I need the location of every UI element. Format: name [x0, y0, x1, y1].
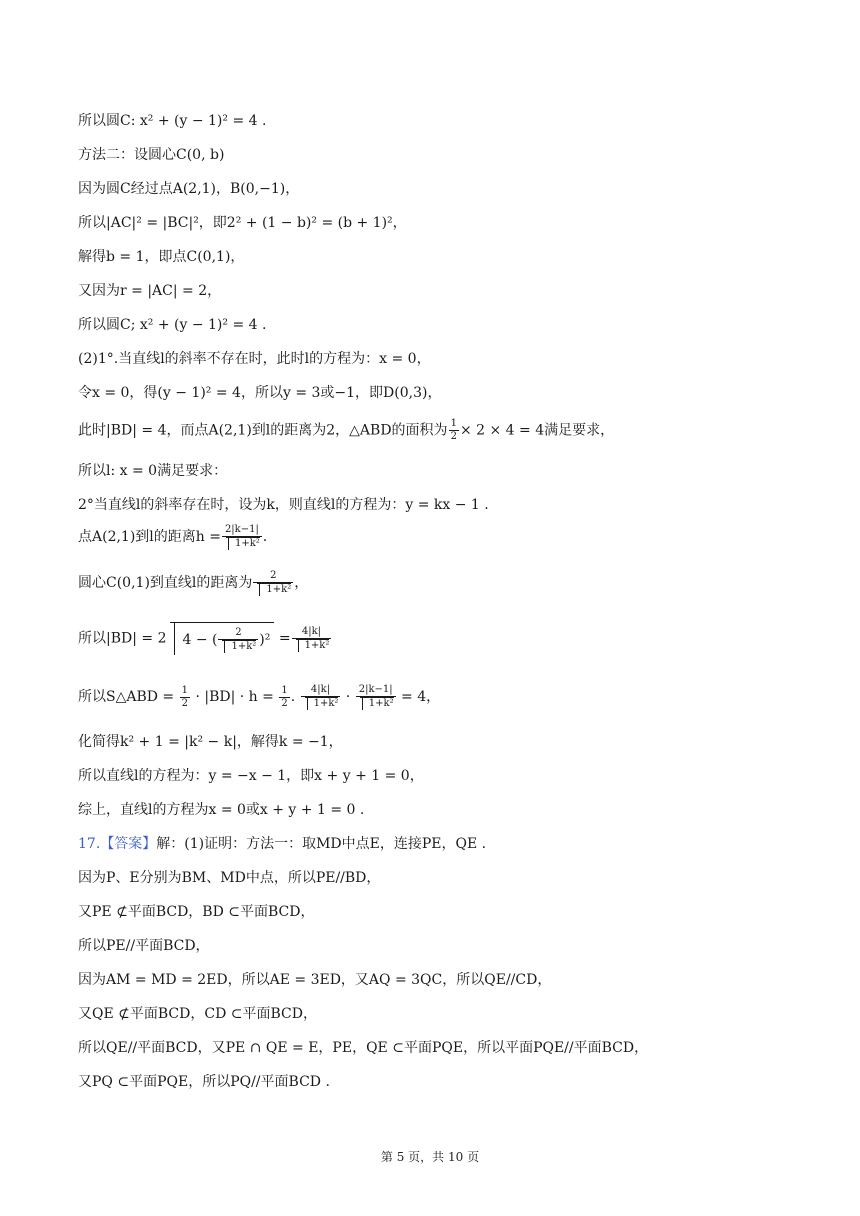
sqrt: 1+k² [222, 640, 256, 653]
text-segment: × 2 × 4 = 4满足要求， [459, 422, 615, 439]
fraction [222, 524, 262, 550]
fraction-denominator [301, 697, 341, 710]
text-segment: 解：(1)证明：方法一：取MD中点E，连接PE，QE . [156, 836, 487, 852]
fraction [449, 418, 459, 443]
fraction [180, 685, 190, 710]
fraction-numerator: 4|k| [292, 626, 332, 639]
text-line: 令x = 0，得(y − 1)² = 4，所以y = 3或−1，即D(0,3)， [78, 385, 442, 401]
text-line: 又PE ⊄平面BCD，BD ⊂平面BCD， [78, 904, 315, 920]
formula-line [78, 570, 308, 596]
text-line: 所以直线l的方程为：y = −x − 1，即x + y + 1 = 0， [78, 768, 424, 784]
text-segment: )² [259, 632, 271, 648]
fraction [253, 570, 293, 596]
fraction-numerator: 1 [450, 418, 457, 429]
text-line: (2)1°.当直线l的斜率不存在时，此时l的方程为：x = 0， [78, 351, 431, 367]
sqrt: 1+k² [226, 537, 260, 550]
formula-line [78, 622, 332, 655]
text-line: 所以QE//平面BCD，又PE ∩ QE = E，PE，QE ⊂平面PQE，所以平面PQE//平面BCD， [78, 1040, 649, 1056]
fraction [218, 627, 258, 653]
formula-line [78, 418, 614, 443]
fraction-denominator [218, 640, 258, 653]
text-segment: 所以S△ABD = [78, 689, 175, 705]
fraction-numerator: 2 [218, 627, 258, 640]
text-line: 因为P、E分别为BM、MD中点，所以PE//BD， [78, 870, 381, 886]
text-line: 因为圆C经过点A(2,1)，B(0,−1)， [78, 181, 300, 197]
period: . [262, 529, 268, 545]
text-line: 解得b = 1，即点C(0,1)， [78, 249, 245, 265]
text-segment: 点A(2,1)到l的距离h = [78, 529, 221, 545]
fraction-denominator [292, 639, 332, 652]
text-line: 所以PE//平面BCD， [78, 938, 210, 954]
text-line: 方法二：设圆心C(0, b) [78, 147, 225, 163]
fraction [292, 626, 332, 652]
fraction-denominator [253, 583, 293, 596]
fraction-numerator: 1 [181, 684, 188, 696]
text-line: 所以圆C; x² + (y − 1)² = 4 . [78, 317, 267, 333]
text-segment: 所以|BD| = 2 [78, 630, 167, 647]
fraction [279, 685, 289, 710]
fraction [356, 684, 396, 710]
fraction-numerator: 1 [281, 684, 288, 696]
page-footer: 第 5 页，共 10 页 [380, 1150, 480, 1164]
answer-label: 17.【答案】 [78, 836, 157, 852]
formula-line [78, 524, 267, 550]
text-line: 综上，直线l的方程为x = 0或x + y + 1 = 0 . [78, 802, 365, 818]
text-line: 2°当直线l的斜率存在时，设为k，则直线l的方程为：y = kx − 1 . [78, 497, 489, 513]
text-line: 又因为r = |AC| = 2， [78, 283, 222, 299]
text-segment: 此时|BD| = 4，而点A(2,1)到l的距离为2，△ABD的面积为 [78, 422, 448, 439]
fraction-numerator: 2|k−1| [356, 684, 396, 697]
text-line: 又QE ⊄平面BCD，CD ⊂平面BCD， [78, 1006, 317, 1022]
text-line: 所以|AC|² = |BC|²，即2² + (1 − b)² = (b + 1)²， [78, 215, 407, 231]
fraction-denominator [356, 697, 396, 710]
text-line: 又PQ ⊂平面PQE，所以PQ//平面BCD . [78, 1074, 330, 1090]
sqrt: 1+k² [257, 583, 291, 596]
fraction-numerator: 2 [253, 570, 293, 583]
text-segment: · |BD| · h = [195, 689, 274, 705]
fraction-numerator: 4|k| [301, 684, 341, 697]
text-line: 因为AM = MD = 2ED，所以AE = 3ED，又AQ = 3QC，所以QE//CD， [78, 972, 552, 988]
big-sqrt [170, 622, 274, 655]
fraction [301, 684, 341, 710]
answer-heading [78, 834, 486, 854]
fraction-denominator: 2 [281, 697, 288, 709]
fraction-denominator: 2 [181, 697, 188, 709]
text-line: 所以圆C: x² + (y − 1)² = 4 . [78, 113, 267, 129]
equals: = [278, 630, 291, 647]
fraction-denominator: 2 [450, 431, 457, 442]
sqrt: 1+k² [296, 639, 330, 652]
comma: ， [294, 575, 309, 591]
fraction-numerator: 2|k−1| [222, 524, 262, 537]
sqrt: 1+k² [305, 697, 339, 710]
fraction-denominator [222, 537, 262, 550]
sqrt: 1+k² [360, 697, 394, 710]
dot: · [345, 689, 351, 705]
text-line: 所以l: x = 0满足要求： [78, 463, 228, 479]
text-segment: = 4， [401, 689, 441, 705]
text-segment: 4 − ( [182, 632, 218, 648]
formula-line: 所以S△ABD = $\frac{1}{2}$ · |BD| · h = $\frac{1}{2}$ . $\frac{4|k|}{\text{1+k²}}$ · $\frac{2|k-1|}{\text{1+k²}}$ = 4， [78, 684, 441, 709]
text-segment: 圆心C(0,1)到直线l的距离为 [78, 575, 253, 591]
text-line: 化简得k² + 1 = |k² − k|，解得k = −1， [78, 734, 343, 750]
